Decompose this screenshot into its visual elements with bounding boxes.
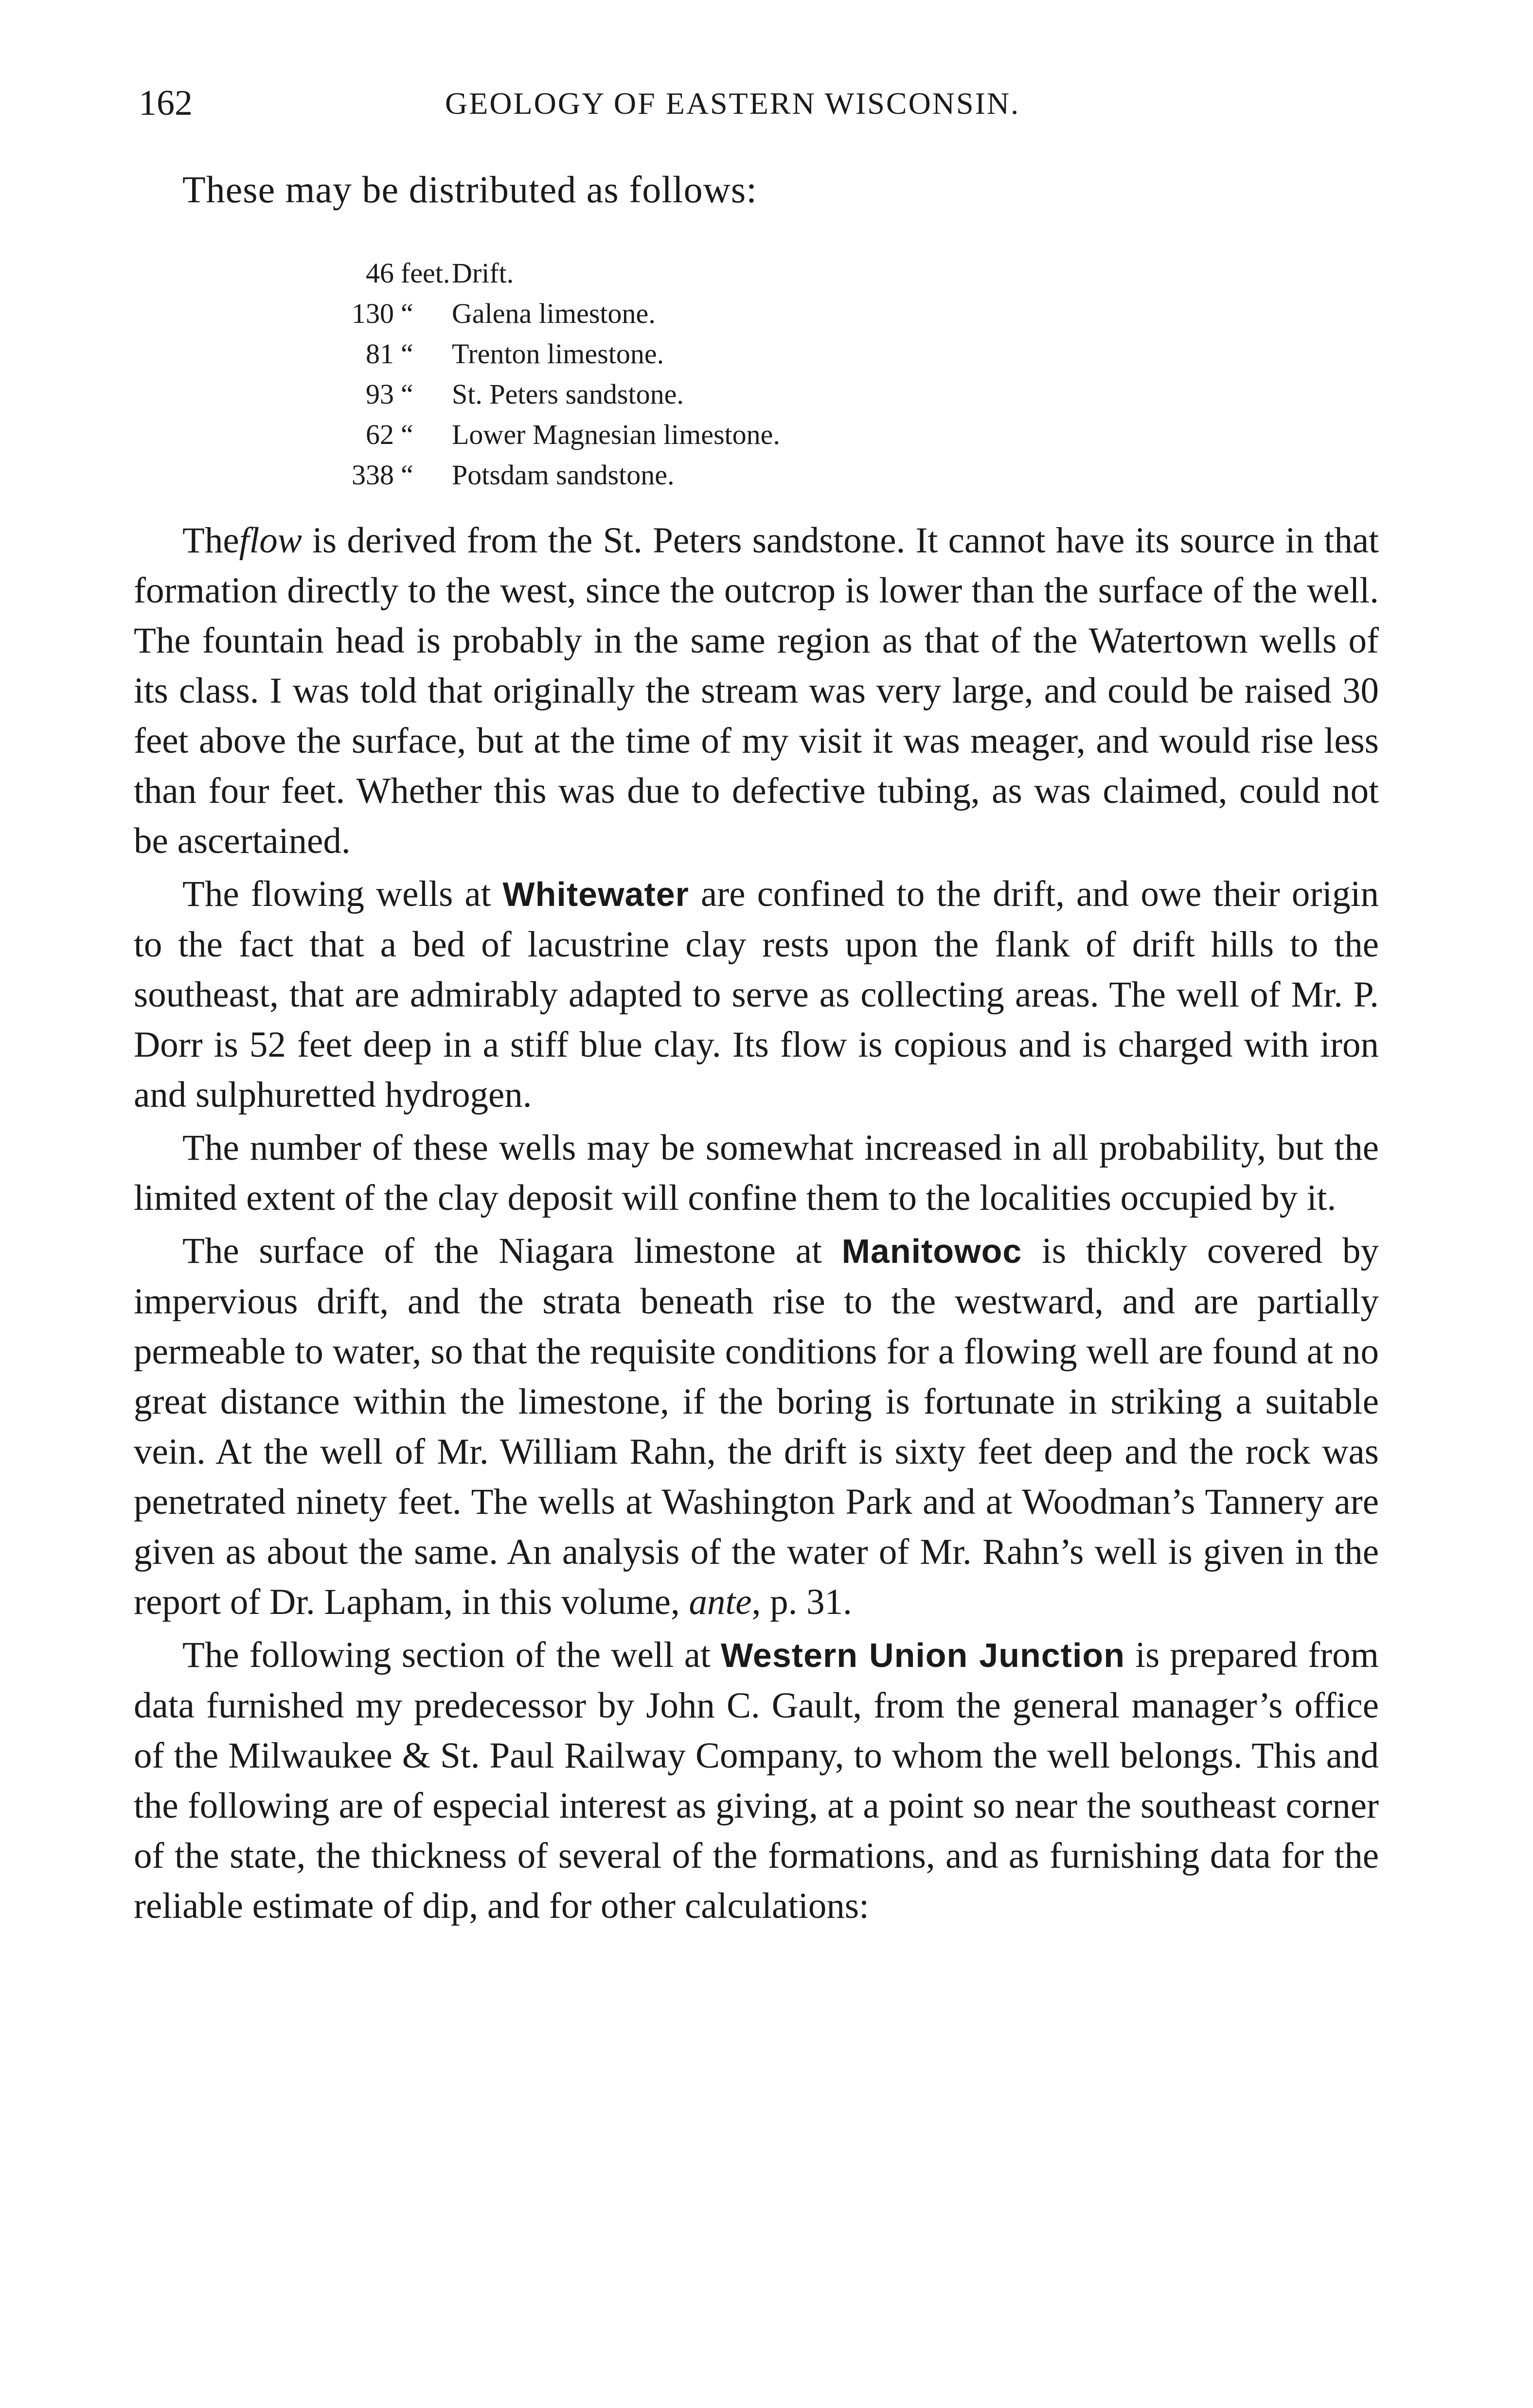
- paragraph-text: The: [182, 520, 239, 561]
- strata-list: [272, 253, 780, 495]
- paragraph-well-count: [134, 1123, 1379, 1223]
- stratum-thickness: 130: [352, 298, 394, 329]
- paragraph-text: is prepared from data furnished my predecessor by John C. Gault, from the general manager’s office of the Milwaukee & St. Paul Railway Company, to whom the well belongs. This and the following are of especial interest as giving, at a point so near the southeast corner of the state, the thickness of several of the formations, and as furnishing data for the reliable estimate of dip, and for other calculations:: [134, 1635, 1379, 1926]
- place-name: Western Union Junction: [721, 1636, 1125, 1674]
- stratum-row: [272, 334, 780, 374]
- paragraph-manitowoc: [134, 1226, 1379, 1627]
- stratum-name: Drift.: [452, 257, 514, 289]
- paragraph-text: is thickly covered by impervious drift, and the strata beneath rise to the westward, and are partially permeable to water, so that the requisite conditions for a flowing well are found at no great distance within the limestone, if the boring is fortunate in striking a suitable vein. At the well of Mr. William Rahn, the drift is sixty feet deep and the rock was penetrated ninety feet. The wells at Washington Park and at Woodman’s Tannery are given as about the same. An analysis of the water of Mr. Rahn’s well is given in the report of Dr. Lapham, in this volume,: [134, 1231, 1379, 1622]
- stratum-row: [272, 374, 780, 414]
- stratum-row: [272, 455, 780, 495]
- stratum-thickness: 46: [366, 257, 394, 289]
- italic-term: flow: [239, 520, 302, 561]
- stratum-name: Potsdam sandstone.: [452, 459, 675, 491]
- paragraph-flow-source: [134, 515, 1379, 866]
- stratum-thickness: 62: [366, 419, 394, 450]
- stratum-thickness: 81: [366, 338, 394, 370]
- stratum-row: [272, 293, 780, 334]
- stratum-unit: “: [401, 459, 413, 491]
- place-name: Whitewater: [502, 875, 689, 913]
- italic-term: ante: [689, 1582, 752, 1622]
- paragraph-western-union-junction: [134, 1630, 1379, 1931]
- page-header: [139, 83, 1403, 136]
- stratum-row: [272, 253, 780, 293]
- stratum-unit: “: [401, 378, 413, 410]
- stratum-row: [272, 414, 780, 455]
- paragraph-text: is derived from the St. Peters sandstone. It cannot have its source in that formation directly to the west, since the outcrop is lower than the surface of the well. The fountain head is probably in the same region as that of the Watertown wells of its class. I was told that originally the stream was very large, and could be raised 30 feet above the surface, but at the time of my visit it was meager, and would rise less than four feet. Whether this was due to defective tubing, as was claimed, could not be ascertained.: [134, 520, 1379, 861]
- stratum-name: Galena limestone.: [452, 298, 656, 329]
- page-number: 162: [139, 83, 193, 123]
- intro-line: These may be distributed as follows:: [182, 168, 757, 211]
- stratum-thickness: 93: [366, 378, 394, 410]
- stratum-unit: “: [401, 338, 413, 370]
- stratum-unit: “: [401, 298, 413, 329]
- paragraph-text: are confined to the drift, and owe their origin to the fact that a bed of lacustrine clay rests upon the flank of drift hills to the southeast, that are admirably adapted to serve as collecting areas. The well of Mr. P. Dorr is 52 feet deep in a stiff blue clay. Its flow is copious and is charged with iron and sulphuretted hydrogen.: [134, 874, 1379, 1115]
- stratum-name: Trenton limestone.: [452, 338, 664, 370]
- stratum-name: Lower Magnesian limestone.: [452, 419, 780, 450]
- paragraph-text: , p. 31.: [751, 1582, 852, 1622]
- stratum-thickness: 338: [352, 459, 394, 491]
- stratum-unit: feet.: [401, 257, 450, 289]
- place-name: Manitowoc: [841, 1232, 1022, 1270]
- paragraph-text: The number of these wells may be somewhat increased in all probability, but the limited extent of the clay deposit will confine them to the localities occupied by it.: [134, 1128, 1379, 1218]
- body-text: [134, 515, 1379, 1931]
- paragraph-text: The following section of the well at: [182, 1635, 721, 1675]
- paragraph-text: The surface of the Niagara limestone at: [182, 1231, 842, 1271]
- stratum-name: St. Peters sandstone.: [452, 378, 684, 410]
- paragraph-text: The flowing wells at: [182, 874, 503, 914]
- stratum-unit: “: [401, 419, 413, 450]
- running-head: GEOLOGY OF EASTERN WISCONSIN.: [445, 86, 1020, 121]
- paragraph-whitewater: [134, 869, 1379, 1120]
